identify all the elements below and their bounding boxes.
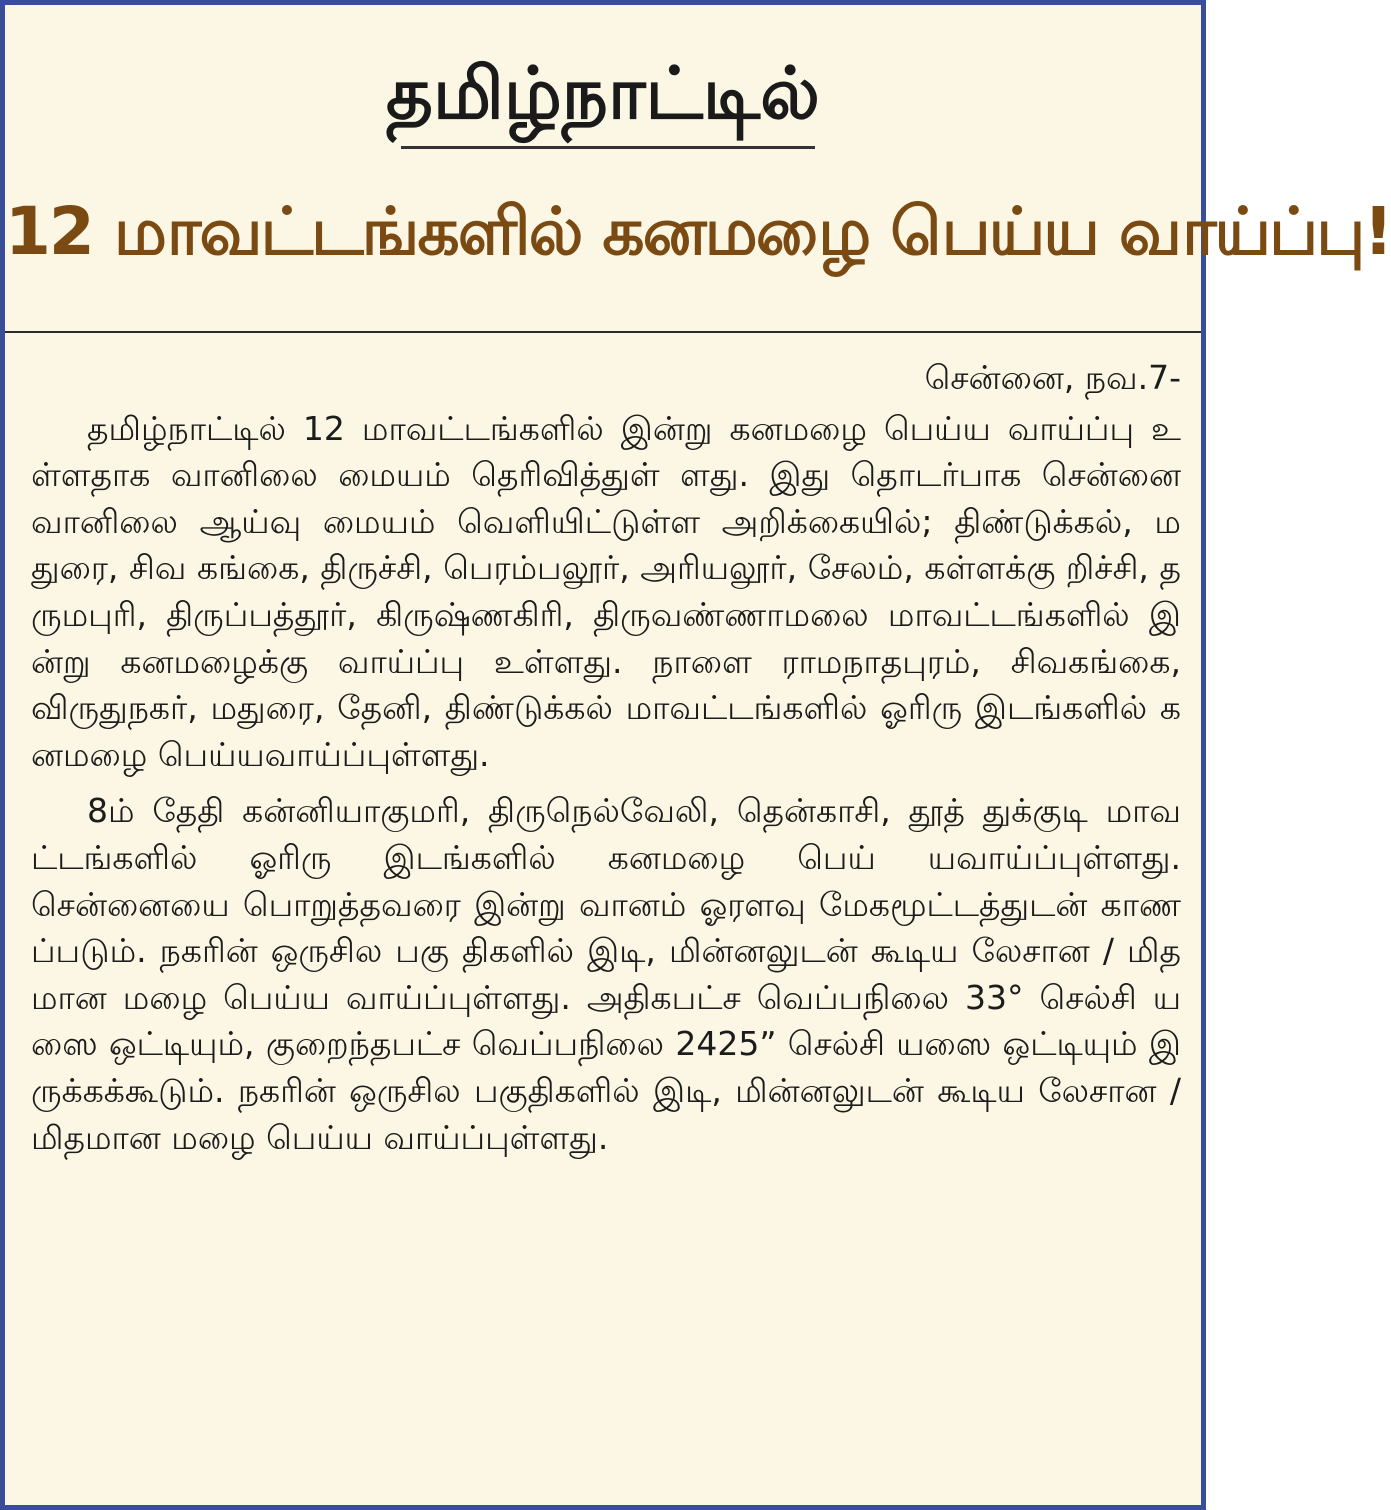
article-paragraph-1: தமிழ்நாட்டில் 12 மாவட்டங்களில் இன்று கனமழை பெய்ய வாய்ப்பு உள்ளதாக வானிலை மையம் தெரிவித்துள் ளது. இது தொடர்பாக சென்னை வானிலை ஆய்வு மையம் வெளியிட்டுள்ள அறிக்கையில்; திண்டுக்கல், மதுரை, சிவ கங்கை, திருச்சி, பெரம்பலூர், அரியலூர், சேலம், கள்ளக்கு றிச்சி, தருமபுரி, திருப்பத்தூர், கிருஷ்ணகிரி, திருவண்ணாமலை மாவட்டங்களில் இன்று கனமழைக்கு வாய்ப்பு உள்ளது. நாளை ராமநாதபுரம், சிவகங்கை, விருதுநகர், மதுரை, தேனி, திண்டுக்கல் மாவட்டங்களில் ஓரிரு இடங்களில் கனமழை பெய்யவாய்ப்புள்ளது. [31, 408, 1181, 774]
headline-block [5, 5, 1391, 327]
headline-main: 12 மாவட்டங்களில் கனமழை பெய்ய வாய்ப்பு! [5, 193, 1391, 270]
article-paragraph-2: 8ம் தேதி கன்னியாகுமரி, திருநெல்வேலி, தென்காசி, தூத் துக்குடி மாவட்டங்களில் ஓரிரு இடங்களில் கனமழை பெய் யவாய்ப்புள்ளது. சென்னையை பொறுத்தவரை இன்று வானம் ஓரளவு மேகமூட்டத்துடன் காணப்படும். நகரின் ஒருசில பகு திகளில் இடி, மின்னலுடன் கூடிய லேசான / மிதமான மழை பெய்ய வாய்ப்புள்ளது. அதிகபட்ச வெப்பநிலை 33° செல்சி யஸை ஒட்டியும், குறைந்தபட்ச வெப்பநிலை 2425” செல்சி யஸை ஒட்டியும் இருக்கக்கூடும். நகரின் ஒருசில பகுதிகளில் இடி, மின்னலுடன் கூடிய லேசான / மிதமான மழை பெய்ய வாய்ப்புள்ளது. [31, 791, 1181, 1157]
headline-kicker: தமிழ்நாட்டில் [386, 51, 820, 135]
dateline: சென்னை, நவ.7- [924, 358, 1181, 397]
article-body [31, 355, 1181, 1171]
kicker-underline [401, 146, 815, 149]
headline-divider [5, 331, 1201, 333]
